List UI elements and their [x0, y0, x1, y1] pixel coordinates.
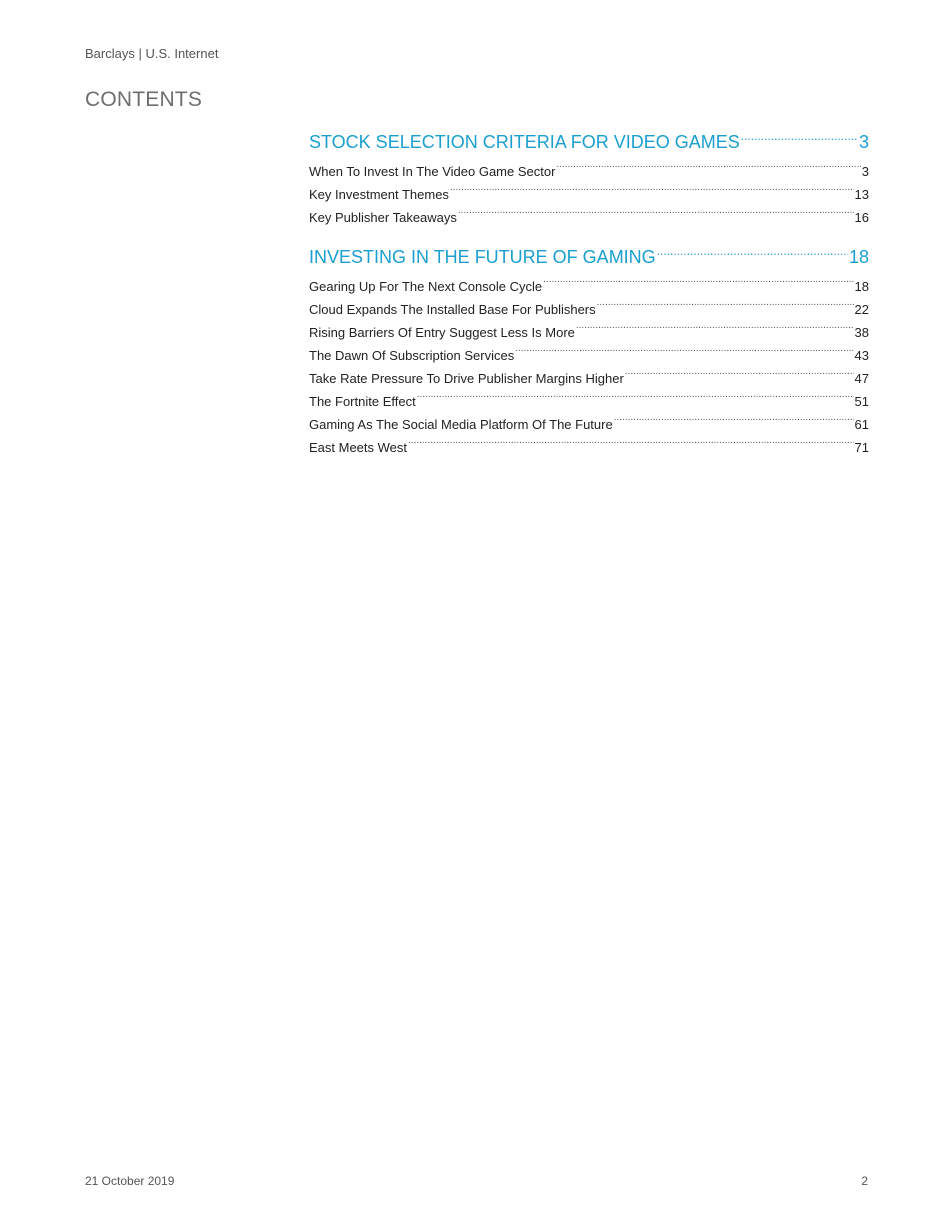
- toc-heading-link[interactable]: [309, 245, 869, 269]
- toc-item-label: When To Invest In The Video Game Sector: [309, 164, 556, 179]
- toc-item-page: 18: [854, 279, 869, 294]
- toc-item-page: 13: [854, 187, 869, 202]
- toc-item-label: Key Publisher Takeaways: [309, 210, 457, 225]
- dot-leader: [408, 439, 854, 452]
- dot-leader: [576, 324, 854, 337]
- dot-leader: [515, 347, 853, 360]
- toc-item-page: 47: [854, 371, 869, 386]
- toc-heading-link[interactable]: [309, 130, 869, 154]
- toc-item-label: Key Investment Themes: [309, 187, 449, 202]
- dot-leader: [657, 245, 848, 263]
- dot-leader: [543, 278, 853, 291]
- toc-item-page: 71: [854, 440, 869, 455]
- header-brand: Barclays | U.S. Internet: [85, 46, 219, 61]
- footer-date: 21 October 2019: [85, 1174, 175, 1188]
- toc-item-link[interactable]: [309, 183, 869, 206]
- toc-item-link[interactable]: [309, 160, 869, 183]
- toc-section-future-of-gaming: [309, 245, 869, 459]
- toc-item-label: The Dawn Of Subscription Services: [309, 348, 515, 363]
- toc-heading-page: 3: [858, 132, 869, 152]
- dot-leader: [614, 416, 854, 429]
- dot-leader: [597, 301, 854, 314]
- toc-item-label: Rising Barriers Of Entry Suggest Less Is More: [309, 325, 575, 340]
- toc-item-page: 3: [861, 164, 869, 179]
- contents-title: CONTENTS: [85, 88, 203, 111]
- toc-item-page: 38: [854, 325, 869, 340]
- dot-leader: [417, 393, 854, 406]
- toc-item-label: Cloud Expands The Installed Base For Publishers: [309, 302, 596, 317]
- dot-leader: [625, 370, 854, 383]
- dot-leader: [741, 130, 858, 148]
- toc-item-label: Gearing Up For The Next Console Cycle: [309, 279, 543, 294]
- dot-leader: [458, 209, 854, 222]
- toc-section-stock-selection: [309, 130, 869, 229]
- toc-item-label: Gaming As The Social Media Platform Of The Future: [309, 417, 613, 432]
- toc-item-label: Take Rate Pressure To Drive Publisher Margins Higher: [309, 371, 624, 386]
- toc-heading-page: 18: [848, 247, 869, 267]
- toc-item-page: 51: [854, 394, 869, 409]
- toc-item-label: East Meets West: [309, 440, 408, 455]
- toc-item-link[interactable]: [309, 206, 869, 229]
- toc-item-link[interactable]: [309, 436, 869, 459]
- toc-item-link[interactable]: [309, 298, 869, 321]
- toc-item-page: 61: [854, 417, 869, 432]
- dot-leader: [450, 186, 854, 199]
- toc-item-page: 22: [854, 302, 869, 317]
- toc-item-link[interactable]: [309, 275, 869, 298]
- toc-item-link[interactable]: [309, 367, 869, 390]
- toc-item-link[interactable]: [309, 390, 869, 413]
- toc-heading-label: INVESTING IN THE FUTURE OF GAMING: [309, 247, 656, 267]
- toc-heading-label: STOCK SELECTION CRITERIA FOR VIDEO GAMES: [309, 132, 740, 152]
- toc-item-page: 16: [854, 210, 869, 225]
- table-of-contents: [309, 130, 869, 475]
- toc-item-label: The Fortnite Effect: [309, 394, 416, 409]
- toc-item-page: 43: [854, 348, 869, 363]
- toc-item-link[interactable]: [309, 413, 869, 436]
- dot-leader: [556, 163, 860, 176]
- toc-item-link[interactable]: [309, 344, 869, 367]
- toc-item-link[interactable]: [309, 321, 869, 344]
- footer-page-number: 2: [861, 1174, 868, 1188]
